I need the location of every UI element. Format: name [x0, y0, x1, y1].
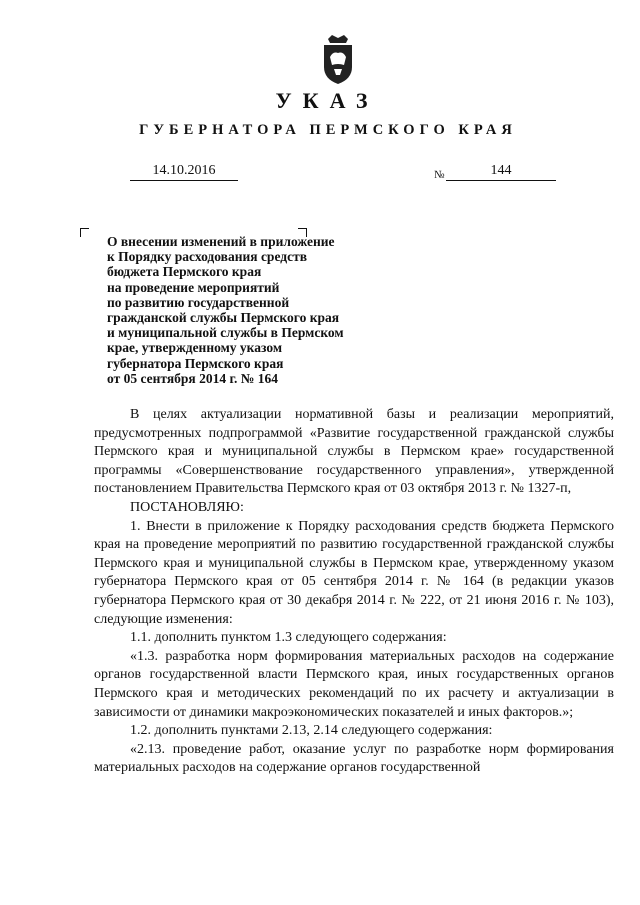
heading-line: бюджета Пермского края: [107, 264, 262, 280]
item-1-2-paragraph: 1.2. дополнить пунктами 2.13, 2.14 следующего содержания:: [130, 723, 493, 739]
number-label: №: [434, 169, 445, 181]
heading-line: О внесении изменений в приложение: [107, 234, 335, 249]
heading-line: крае, утвержденному указом: [107, 340, 283, 356]
document-title: УКАЗ: [275, 88, 379, 113]
heading-line: к Порядку расходования средств: [107, 249, 308, 265]
document-body: [94, 406, 614, 778]
item-1-1-paragraph: 1.1. дополнить пунктом 1.3 следующего содержания:: [130, 630, 447, 646]
heading-line: от 05 сентября 2014 г. № 164: [107, 370, 278, 386]
item-1-paragraph: 1. Внести в приложение к Порядку расходования средств бюджета Пермского края на проведение мероприятий по развитию государственной гражданской службы Пермского края и муниципальной службы в Пермском крае, утвержденному указом губернатора Пермского края от 05 сентября 2014 г. № 164 (в редакции указов губернатора Пермского края от 30 декабря 2014 г. № 222, от 21 июня 2016 г. № 103), следующие изменения:: [94, 518, 614, 627]
item-1-1-text: «1.3. разработка норм формирования материальных расходов на содержание органов государственной власти Пермского края, иных государственных органов Пермского края и методических рекомендаций по их расчету и актуализации в зависимости от динамики макроэкономических показателей и иных факторов.»;: [94, 648, 614, 720]
heading-line: гражданской службы Пермского края: [107, 310, 340, 326]
heading-line: по развитию государственной: [107, 294, 290, 310]
heading-line: и муниципальной службы в Пермском: [107, 325, 344, 341]
document-number: 144: [446, 163, 556, 181]
heading-line: губернатора Пермского края: [107, 355, 284, 371]
preamble-paragraph: В целях актуализации нормативной базы и реализации мероприятий, предусмотренных подпрограммой «Развитие государственной гражданской службы Пермского края и муниципальной службы в Пермском крае» государственной программы «Совершенствование государственного управления», утвержденной постановлением Правительства Пермского края от 03 октября 2013 г. № 1327-п,: [94, 407, 614, 497]
document-heading: [107, 234, 377, 386]
document-date: 14.10.2016: [130, 163, 238, 181]
coat-of-arms-icon: [318, 35, 358, 85]
item-1-2-text: «2.13. проведение работ, оказание услуг по разработке норм формирования материальных расходов на содержание органов государственной: [94, 741, 614, 776]
document-subtitle: ГУБЕРНАТОРА ПЕРМСКОГО КРАЯ: [139, 122, 517, 138]
heading-corner-left: [80, 228, 89, 237]
heading-line: на проведение мероприятий: [107, 279, 280, 295]
decree-word: ПОСТАНОВЛЯЮ:: [130, 499, 244, 515]
